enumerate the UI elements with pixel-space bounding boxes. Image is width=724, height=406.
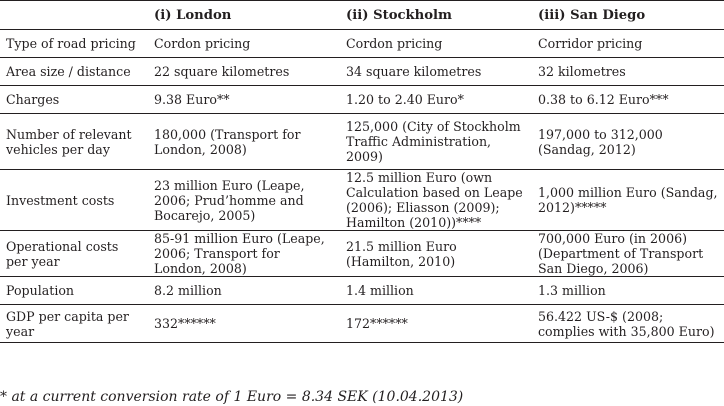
cell-san-diego: 1.3 million — [538, 283, 606, 298]
cell-london: 9.38 Euro** — [154, 92, 230, 107]
cell-london: 180,000 (Transport for London, 2008) — [154, 126, 301, 157]
row-label: Operational costs per year — [6, 238, 119, 269]
table-row — [0, 86, 724, 114]
cell-san-diego: 197,000 to 312,000 (Sandag, 2012) — [538, 126, 663, 157]
row-label: Investment costs — [6, 192, 115, 208]
table-row — [0, 170, 724, 231]
cell-stockholm: 34 square kilometres — [346, 64, 482, 79]
table-row — [0, 30, 724, 58]
cell-stockholm: 172****** — [346, 316, 408, 331]
cell-stockholm: 1.20 to 2.40 Euro* — [346, 92, 464, 107]
cell-san-diego: 0.38 to 6.12 Euro*** — [538, 92, 669, 107]
table-row — [0, 58, 724, 86]
cell-stockholm: 21.5 million Euro (Hamilton, 2010) — [346, 238, 457, 269]
cell-san-diego: 56.422 US-$ (2008; complies with 35,800 Euro) — [538, 308, 715, 339]
table-row — [0, 231, 724, 277]
header-cell-london: (i) London — [154, 7, 232, 23]
table-row — [0, 114, 724, 170]
cell-stockholm: 1.4 million — [346, 283, 414, 298]
row-label: Charges — [6, 92, 60, 107]
table-footnote: * at a current conversion rate of 1 Euro = 8.34 SEK (10.04.2013) — [0, 389, 464, 405]
cell-london: 22 square kilometres — [154, 64, 290, 79]
cell-san-diego: 32 kilometres — [538, 64, 626, 79]
table-row — [0, 277, 724, 305]
cell-stockholm: 12.5 million Euro (own Calculation based on Leape (2006); Eliasson (2009); Hamilton (2010))**** — [346, 170, 523, 230]
cell-london: 85-91 million Euro (Leape, 2006; Transport for London, 2008) — [154, 231, 325, 276]
row-label: Number of relevant vehicles per day — [6, 126, 132, 157]
cell-san-diego: 1,000 million Euro (Sandag, 2012)***** — [538, 185, 718, 215]
header-cell-empty — [0, 1, 148, 30]
cell-san-diego: 700,000 Euro (in 2006) (Department of Transport San Diego, 2006) — [538, 231, 704, 276]
table-row — [0, 305, 724, 343]
row-label: Area size / distance — [6, 64, 131, 79]
header-cell-stockholm: (ii) Stockholm — [346, 7, 453, 23]
row-label: Type of road pricing — [6, 36, 136, 51]
cell-san-diego: Corridor pricing — [538, 36, 643, 51]
cell-london: 23 million Euro (Leape, 2006; Prud’homme and Bocarejo, 2005) — [154, 177, 305, 223]
cell-stockholm: Cordon pricing — [346, 36, 443, 51]
row-label: GDP per capita per year — [6, 308, 129, 339]
header-row — [0, 1, 724, 30]
row-label: Population — [6, 283, 75, 298]
header-cell-san-diego: (iii) San Diego — [538, 7, 646, 23]
cell-london: Cordon pricing — [154, 36, 251, 51]
cell-london: 8.2 million — [154, 283, 222, 298]
cell-stockholm: 125,000 (City of Stockholm Traffic Administration, 2009) — [346, 119, 521, 164]
cell-london: 332****** — [154, 316, 216, 331]
